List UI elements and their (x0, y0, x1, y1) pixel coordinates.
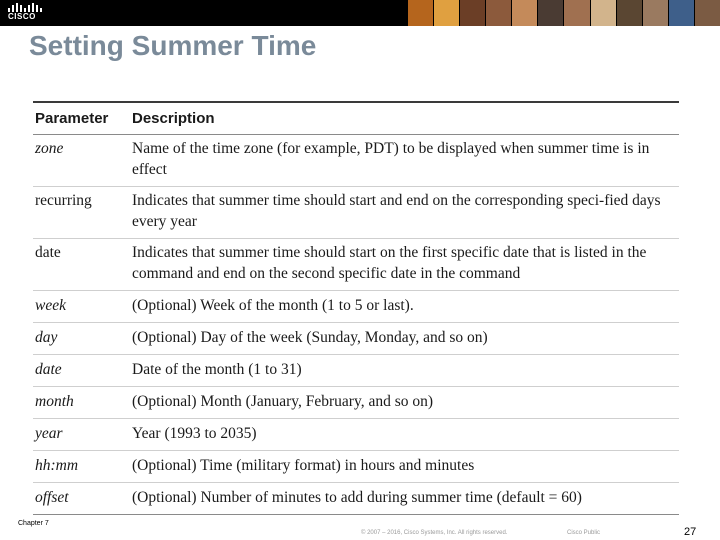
header-photo (591, 0, 616, 26)
param-cell: hh:mm (33, 451, 130, 483)
header-photo (434, 0, 459, 26)
logo-text: CISCO (8, 12, 36, 21)
param-cell: day (33, 323, 130, 355)
header-photo (564, 0, 589, 26)
param-cell: month (33, 387, 130, 419)
table-row (33, 239, 679, 291)
header-photo (695, 0, 720, 26)
page-number: 27 (684, 526, 697, 538)
description-cell: (Optional) Number of minutes to add during summer time (default = 60) (130, 483, 679, 515)
cisco-logo-icon (8, 3, 44, 12)
param-cell: date (33, 355, 130, 387)
param-cell: year (33, 419, 130, 451)
description-cell: (Optional) Day of the week (Sunday, Monday, and so on) (130, 323, 679, 355)
header-photo (408, 0, 433, 26)
description-cell: Indicates that summer time should start and end on the corresponding speci-fied days every year (130, 187, 679, 239)
header-photo (486, 0, 511, 26)
cisco-logo (8, 3, 44, 23)
header-photo (643, 0, 668, 26)
header-photo (617, 0, 642, 26)
description-cell: (Optional) Time (military format) in hours and minutes (130, 451, 679, 483)
table-header-row (33, 102, 679, 135)
header-photo (512, 0, 537, 26)
column-header-description: Description (130, 102, 679, 135)
param-cell: zone (33, 135, 130, 187)
param-cell: recurring (33, 187, 130, 239)
description-cell: Name of the time zone (for example, PDT) to be displayed when summer time is in effect (130, 135, 679, 187)
description-cell: (Optional) Week of the month (1 to 5 or last). (130, 291, 679, 323)
header-photo (669, 0, 694, 26)
header-photo-strip (408, 0, 720, 26)
column-header-parameter: Parameter (33, 102, 130, 135)
slide-title: Setting Summer Time (29, 30, 317, 61)
table-row (33, 323, 679, 355)
table-row (33, 135, 679, 187)
table-row (33, 451, 679, 483)
param-cell: date (33, 239, 130, 291)
description-cell: Date of the month (1 to 31) (130, 355, 679, 387)
header-bar (0, 0, 720, 26)
table-row (33, 355, 679, 387)
table-row (33, 419, 679, 451)
parameter-table (33, 101, 679, 515)
footer-classification: Cisco Public (567, 530, 601, 536)
table-row (33, 387, 679, 419)
header-photo (538, 0, 563, 26)
description-cell: Year (1993 to 2035) (130, 419, 679, 451)
header-photo (460, 0, 485, 26)
table-row (33, 483, 679, 515)
description-cell: (Optional) Month (January, February, and so on) (130, 387, 679, 419)
param-cell: week (33, 291, 130, 323)
footer-chapter: Chapter 7 (18, 520, 49, 527)
param-cell: offset (33, 483, 130, 515)
footer-copyright: © 2007 – 2016, Cisco Systems, Inc. All rights reserved. (361, 530, 508, 536)
description-cell: Indicates that summer time should start on the first specific date that is listed in the command and end on the second specific date in the command (130, 239, 679, 291)
table-row (33, 187, 679, 239)
table-row (33, 291, 679, 323)
